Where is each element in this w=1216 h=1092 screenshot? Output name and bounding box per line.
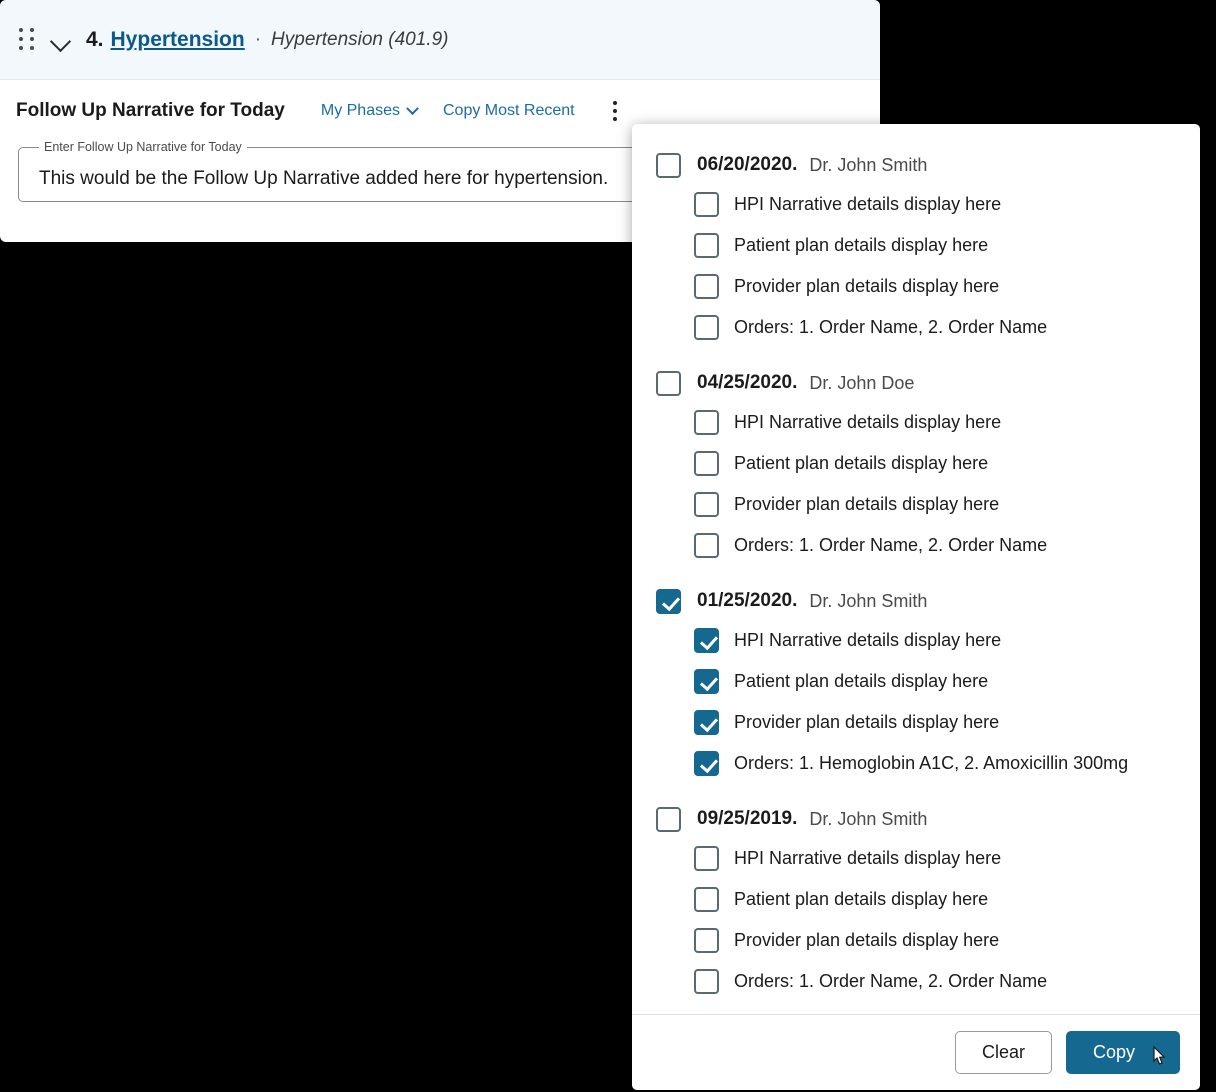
encounter-author: Dr. John Doe <box>809 372 915 393</box>
encounter-group-header[interactable] <box>632 582 1200 620</box>
copy-button[interactable] <box>1066 1031 1180 1074</box>
encounter-detail-row[interactable] <box>632 225 1200 266</box>
encounter-detail-row[interactable] <box>632 743 1200 784</box>
encounter-detail-checkbox[interactable] <box>694 751 719 776</box>
my-phases-label: My Phases <box>320 102 400 119</box>
encounter-detail-label: Orders: 1. Order Name, 2. Order Name <box>734 535 1048 555</box>
encounter-detail-checkbox[interactable] <box>694 410 719 435</box>
encounter-list <box>632 124 1200 1014</box>
encounter-detail-row[interactable] <box>632 484 1200 525</box>
copy-most-recent-popover <box>632 124 1200 1090</box>
encounter-detail-label: Provider plan details display here <box>734 276 1000 296</box>
encounter-detail-row[interactable] <box>632 661 1200 702</box>
encounter-date: 01/25/2020. <box>697 590 798 611</box>
encounter-detail-label: HPI Narrative details display here <box>734 194 1002 214</box>
encounter-group-checkbox[interactable] <box>656 153 681 178</box>
encounter-author: Dr. John Smith <box>809 590 928 611</box>
encounter-detail-row[interactable] <box>632 525 1200 566</box>
encounter-detail-row[interactable] <box>632 920 1200 961</box>
encounter-detail-row[interactable] <box>632 184 1200 225</box>
encounter-detail-row[interactable] <box>632 620 1200 661</box>
copy-most-recent-label: Copy Most Recent <box>443 102 575 119</box>
encounter-detail-label: Orders: 1. Hemoglobin A1C, 2. Amoxicillin 300mg <box>734 753 1129 773</box>
encounter-detail-row[interactable] <box>632 879 1200 920</box>
encounter-author: Dr. John Smith <box>809 808 928 829</box>
encounter-date: 09/25/2019. <box>697 808 798 829</box>
encounter-detail-row[interactable] <box>632 838 1200 879</box>
encounter-group <box>632 800 1200 1002</box>
encounter-group-header[interactable] <box>632 800 1200 838</box>
encounter-date: 06/20/2020. <box>697 154 798 175</box>
encounter-detail-label: Patient plan details display here <box>734 235 989 255</box>
encounter-detail-checkbox[interactable] <box>694 846 719 871</box>
clear-button[interactable]: Clear <box>955 1031 1052 1074</box>
encounter-detail-label: Orders: 1. Order Name, 2. Order Name <box>734 971 1048 991</box>
encounter-detail-row[interactable] <box>632 402 1200 443</box>
problem-number: 4. <box>86 27 104 51</box>
encounter-date: 04/25/2020. <box>697 372 798 393</box>
chevron-down-icon[interactable] <box>48 27 74 53</box>
my-phases-dropdown[interactable] <box>321 102 417 120</box>
encounter-group-header[interactable] <box>632 364 1200 402</box>
encounter-detail-row[interactable] <box>632 702 1200 743</box>
encounter-detail-label: Patient plan details display here <box>734 889 989 909</box>
encounter-detail-checkbox[interactable] <box>694 233 719 258</box>
problem-description: Hypertension (401.9) <box>271 28 449 50</box>
cursor-pointer-icon <box>1149 1045 1171 1071</box>
copy-button-label: Copy <box>1092 1042 1135 1062</box>
encounter-detail-checkbox[interactable] <box>694 192 719 217</box>
chevron-down-icon <box>406 102 419 115</box>
encounter-detail-checkbox[interactable] <box>694 969 719 994</box>
encounter-detail-checkbox[interactable] <box>694 315 719 340</box>
encounter-detail-row[interactable] <box>632 443 1200 484</box>
encounter-group-checkbox[interactable] <box>656 807 681 832</box>
encounter-detail-checkbox[interactable] <box>694 628 719 653</box>
encounter-detail-checkbox[interactable] <box>694 887 719 912</box>
encounter-detail-label: HPI Narrative details display here <box>734 630 1002 650</box>
encounter-group-checkbox[interactable] <box>656 371 681 396</box>
encounter-detail-label: HPI Narrative details display here <box>734 412 1002 432</box>
encounter-group <box>632 146 1200 348</box>
encounter-detail-checkbox[interactable] <box>694 274 719 299</box>
popover-footer <box>632 1014 1200 1090</box>
encounter-group <box>632 582 1200 784</box>
narrative-toolbar <box>16 94 864 128</box>
encounter-detail-checkbox[interactable] <box>694 451 719 476</box>
follow-up-narrative-value: This would be the Follow Up Narrative added here for hypertension. <box>39 168 609 189</box>
encounter-group-header[interactable] <box>632 146 1200 184</box>
problem-name-link[interactable]: Hypertension <box>110 27 245 51</box>
encounter-detail-row[interactable] <box>632 961 1200 1002</box>
encounter-detail-checkbox[interactable] <box>694 928 719 953</box>
encounter-detail-label: Patient plan details display here <box>734 671 989 691</box>
encounter-group-checkbox[interactable] <box>656 589 681 614</box>
encounter-detail-label: Provider plan details display here <box>734 930 1000 950</box>
encounter-detail-row[interactable] <box>632 266 1200 307</box>
drag-handle-icon[interactable] <box>16 27 38 53</box>
encounter-detail-checkbox[interactable] <box>694 669 719 694</box>
encounter-detail-label: Orders: 1. Order Name, 2. Order Name <box>734 317 1048 337</box>
encounter-author: Dr. John Smith <box>809 154 928 175</box>
problem-card-header <box>0 0 880 80</box>
encounter-detail-row[interactable] <box>632 307 1200 348</box>
encounter-detail-checkbox[interactable] <box>694 492 719 517</box>
encounter-detail-label: HPI Narrative details display here <box>734 848 1002 868</box>
follow-up-narrative-label: Enter Follow Up Narrative for Today <box>44 140 242 154</box>
encounter-group <box>632 364 1200 566</box>
encounter-detail-label: Provider plan details display here <box>734 712 1000 732</box>
encounter-detail-label: Provider plan details display here <box>734 494 1000 514</box>
copy-most-recent-button[interactable] <box>443 102 575 120</box>
section-title: Follow Up Narrative for Today <box>16 100 285 121</box>
encounter-detail-checkbox[interactable] <box>694 710 719 735</box>
separator-dot: · <box>254 28 262 50</box>
more-options-icon[interactable] <box>601 96 629 126</box>
encounter-detail-checkbox[interactable] <box>694 533 719 558</box>
encounter-detail-label: Patient plan details display here <box>734 453 989 473</box>
